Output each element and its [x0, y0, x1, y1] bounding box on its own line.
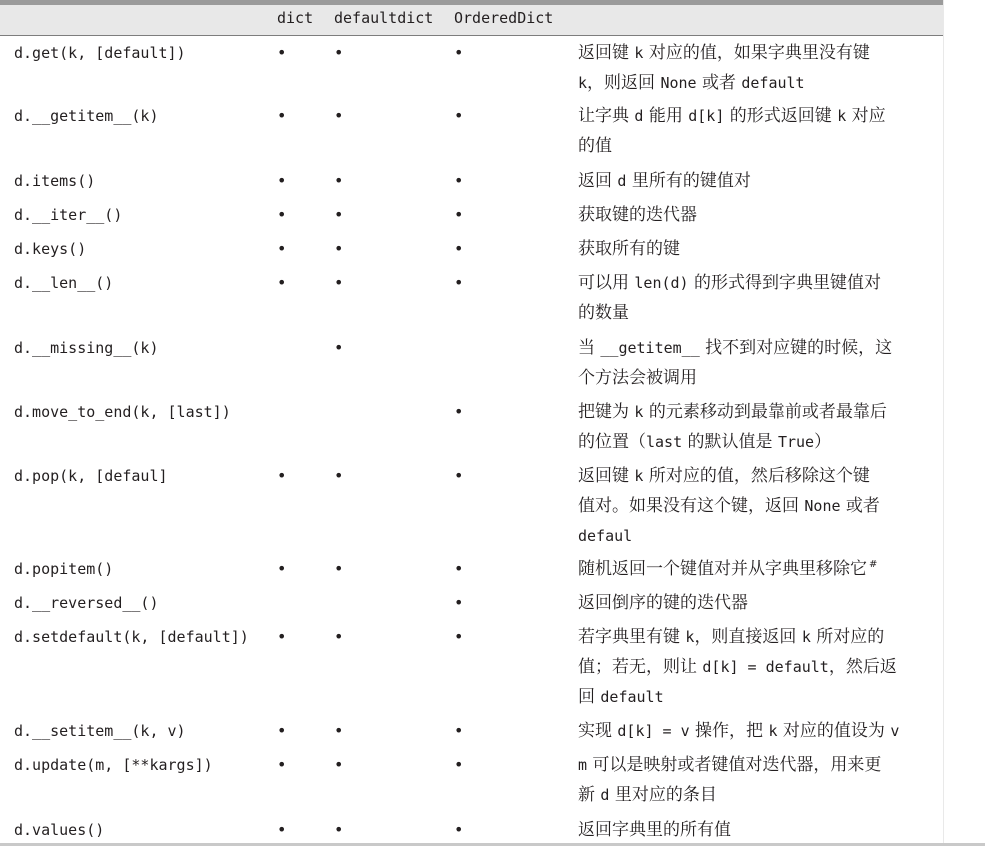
inline-code: k	[801, 628, 811, 646]
support-bullet-ordered: •	[454, 273, 464, 292]
description-text: 的数量	[578, 303, 629, 323]
support-bullet-defaultdict: •	[334, 239, 344, 258]
description-line	[578, 652, 938, 682]
method-name: d.__setitem__(k, v)	[14, 722, 186, 740]
method-description	[578, 333, 938, 393]
inline-code: k	[578, 74, 588, 92]
description-line	[578, 588, 938, 618]
support-bullet-ordered: •	[454, 721, 464, 740]
description-line	[578, 554, 938, 587]
support-bullet-dict: •	[277, 205, 287, 224]
description-text: 返回键	[578, 466, 635, 486]
method-name: d.get(k, [default])	[14, 44, 186, 62]
inline-code: defaul	[578, 527, 633, 545]
inline-code: d[k] = default	[702, 658, 829, 676]
inline-code: True	[777, 433, 815, 451]
support-bullet-dict: •	[277, 820, 287, 839]
inline-code: m	[578, 756, 588, 774]
support-bullet-defaultdict: •	[334, 171, 344, 190]
description-text: ，然后返	[828, 657, 897, 677]
inline-code: d	[600, 786, 610, 804]
description-text: 或者	[840, 496, 880, 516]
inline-code: d	[617, 172, 627, 190]
support-bullet-dict: •	[277, 559, 287, 578]
method-name: d.items()	[14, 172, 96, 190]
inline-code: __getitem__	[600, 339, 700, 357]
description-line	[578, 101, 938, 131]
method-description	[578, 716, 938, 746]
method-name: d.move_to_end(k, [last])	[14, 403, 231, 421]
support-bullet-defaultdict: •	[334, 820, 344, 839]
inline-code: None	[804, 497, 841, 515]
support-bullet-ordered: •	[454, 559, 464, 578]
table-header	[0, 5, 943, 35]
method-description	[578, 815, 938, 845]
header-dict: dict	[277, 9, 314, 27]
support-bullet-dict: •	[277, 755, 287, 774]
method-description	[578, 38, 938, 98]
description-line	[578, 333, 938, 363]
description-text: 个方法会被调用	[578, 368, 697, 388]
description-line	[578, 234, 938, 264]
description-text: 里对应的条目	[609, 785, 717, 805]
support-bullet-dict: •	[277, 466, 287, 485]
description-line	[578, 682, 938, 712]
inline-code: d	[634, 107, 644, 125]
support-bullet-ordered: •	[454, 466, 464, 485]
inline-code: k	[634, 467, 644, 485]
method-description	[578, 397, 938, 457]
method-name: d.update(m, [**kargs])	[14, 756, 213, 774]
description-line	[578, 716, 938, 746]
description-text: 的默认值是	[682, 432, 778, 452]
description-text: 所对应的值，然后移除这个键	[643, 466, 870, 486]
description-line	[578, 427, 938, 457]
description-line	[578, 461, 938, 491]
support-bullet-dict: •	[277, 627, 287, 646]
inline-code: k	[634, 403, 644, 421]
description-line	[578, 68, 938, 98]
description-line	[578, 815, 938, 845]
description-text: 的形式返回键	[724, 106, 838, 126]
support-bullet-defaultdict: •	[334, 466, 344, 485]
method-name: d.__iter__()	[14, 206, 123, 224]
method-description	[578, 588, 938, 618]
description-text: 返回倒序的键的迭代器	[578, 593, 748, 613]
support-bullet-ordered: •	[454, 755, 464, 774]
description-line	[578, 622, 938, 652]
method-description	[578, 200, 938, 230]
page-edge	[943, 0, 944, 846]
description-text: 获取键的迭代器	[578, 205, 697, 225]
method-description	[578, 554, 938, 587]
method-description	[578, 234, 938, 264]
description-text: 可以是映射或者键值对迭代器，用来更	[587, 755, 882, 775]
inline-code: k	[768, 722, 778, 740]
method-description	[578, 101, 938, 161]
method-name: d.__len__()	[14, 274, 114, 292]
description-text: 对应的值，如果字典里没有键	[643, 43, 870, 63]
method-name: d.values()	[14, 821, 105, 839]
inline-code: k	[685, 628, 695, 646]
description-text: 获取所有的键	[578, 239, 680, 259]
inline-code: v	[890, 722, 900, 740]
description-text: ）	[814, 432, 832, 452]
description-text: 当	[578, 338, 601, 358]
support-bullet-defaultdict: •	[334, 205, 344, 224]
inline-code: default	[600, 688, 664, 706]
support-bullet-ordered: •	[454, 106, 464, 125]
support-bullet-ordered: •	[454, 205, 464, 224]
description-text: 随机返回一个键值对并从字典里移除它	[578, 559, 867, 579]
description-text: 的元素移动到最靠前或者最靠后	[643, 402, 887, 422]
description-line	[578, 268, 938, 298]
inline-code: k	[837, 107, 847, 125]
support-bullet-dict: •	[277, 273, 287, 292]
description-line	[578, 780, 938, 810]
method-description	[578, 622, 938, 712]
inline-code: k	[634, 44, 644, 62]
description-line	[578, 363, 938, 393]
description-text: 的形式得到字典里键值对	[688, 273, 881, 293]
support-bullet-ordered: •	[454, 627, 464, 646]
description-text: 能用	[643, 106, 689, 126]
method-description	[578, 268, 938, 328]
support-bullet-defaultdict: •	[334, 106, 344, 125]
description-text: 里所有的键值对	[626, 171, 751, 191]
description-text: 所对应的	[810, 627, 885, 647]
description-text: 返回	[578, 171, 618, 191]
method-name: d.popitem()	[14, 560, 114, 578]
footnote-mark: #	[869, 559, 878, 570]
description-line	[578, 38, 938, 68]
description-line	[578, 166, 938, 196]
description-line	[578, 298, 938, 328]
method-name: d.__reversed__()	[14, 594, 159, 612]
support-bullet-ordered: •	[454, 239, 464, 258]
method-description	[578, 750, 938, 810]
description-text: 操作，把	[689, 721, 769, 741]
support-bullet-defaultdict: •	[334, 559, 344, 578]
description-text: ，则直接返回	[694, 627, 802, 647]
support-bullet-ordered: •	[454, 171, 464, 190]
description-line	[578, 750, 938, 780]
header-defaultdict: defaultdict	[334, 9, 434, 27]
header-rule	[0, 35, 943, 36]
support-bullet-defaultdict: •	[334, 721, 344, 740]
inline-code: len(d)	[634, 274, 689, 292]
description-text: 对应的值设为	[777, 721, 891, 741]
header-ordereddict: OrderedDict	[454, 9, 554, 27]
description-text: 回	[578, 687, 601, 707]
method-name: d.keys()	[14, 240, 87, 258]
description-text: 对应	[846, 106, 886, 126]
support-bullet-dict: •	[277, 721, 287, 740]
description-line	[578, 131, 938, 161]
description-text: 新	[578, 785, 601, 805]
support-bullet-dict: •	[277, 171, 287, 190]
support-bullet-defaultdict: •	[334, 338, 344, 357]
description-text: 值；若无，则让	[578, 657, 703, 677]
description-text: 的值	[578, 136, 612, 156]
description-text: 返回键	[578, 43, 635, 63]
inline-code: last	[646, 433, 683, 451]
support-bullet-ordered: •	[454, 402, 464, 421]
support-bullet-dict: •	[277, 239, 287, 258]
method-description	[578, 461, 938, 551]
support-bullet-defaultdict: •	[334, 755, 344, 774]
description-text: 若字典里有键	[578, 627, 686, 647]
support-bullet-defaultdict: •	[334, 43, 344, 62]
description-text: 或者	[696, 73, 742, 93]
description-text: 找不到对应键的时候，这	[699, 338, 893, 358]
method-name: d.__getitem__(k)	[14, 107, 159, 125]
inline-code: d[k]	[688, 107, 725, 125]
support-bullet-dict: •	[277, 106, 287, 125]
description-line	[578, 491, 938, 521]
method-name: d.setdefault(k, [default])	[14, 628, 249, 646]
description-text: 可以用	[578, 273, 635, 293]
description-line	[578, 521, 938, 551]
description-line	[578, 200, 938, 230]
support-bullet-ordered: •	[454, 820, 464, 839]
description-line	[578, 397, 938, 427]
method-name: d.pop(k, [defaul]	[14, 467, 168, 485]
support-bullet-ordered: •	[454, 593, 464, 612]
description-text: 返回字典里的所有值	[578, 820, 731, 840]
inline-code: d[k] = v	[617, 722, 690, 740]
description-text: ，则返回	[587, 73, 661, 93]
description-text: 实现	[578, 721, 618, 741]
description-text: 让字典	[578, 106, 635, 126]
method-description	[578, 166, 938, 196]
description-text: 值对。如果没有这个键，返回	[578, 496, 805, 516]
method-name: d.__missing__(k)	[14, 339, 159, 357]
support-bullet-defaultdict: •	[334, 273, 344, 292]
description-text: 把键为	[578, 402, 635, 422]
support-bullet-defaultdict: •	[334, 627, 344, 646]
inline-code: default	[741, 74, 805, 92]
inline-code: None	[660, 74, 697, 92]
support-bullet-ordered: •	[454, 43, 464, 62]
support-bullet-dict: •	[277, 43, 287, 62]
description-text: 的位置（	[578, 432, 646, 452]
